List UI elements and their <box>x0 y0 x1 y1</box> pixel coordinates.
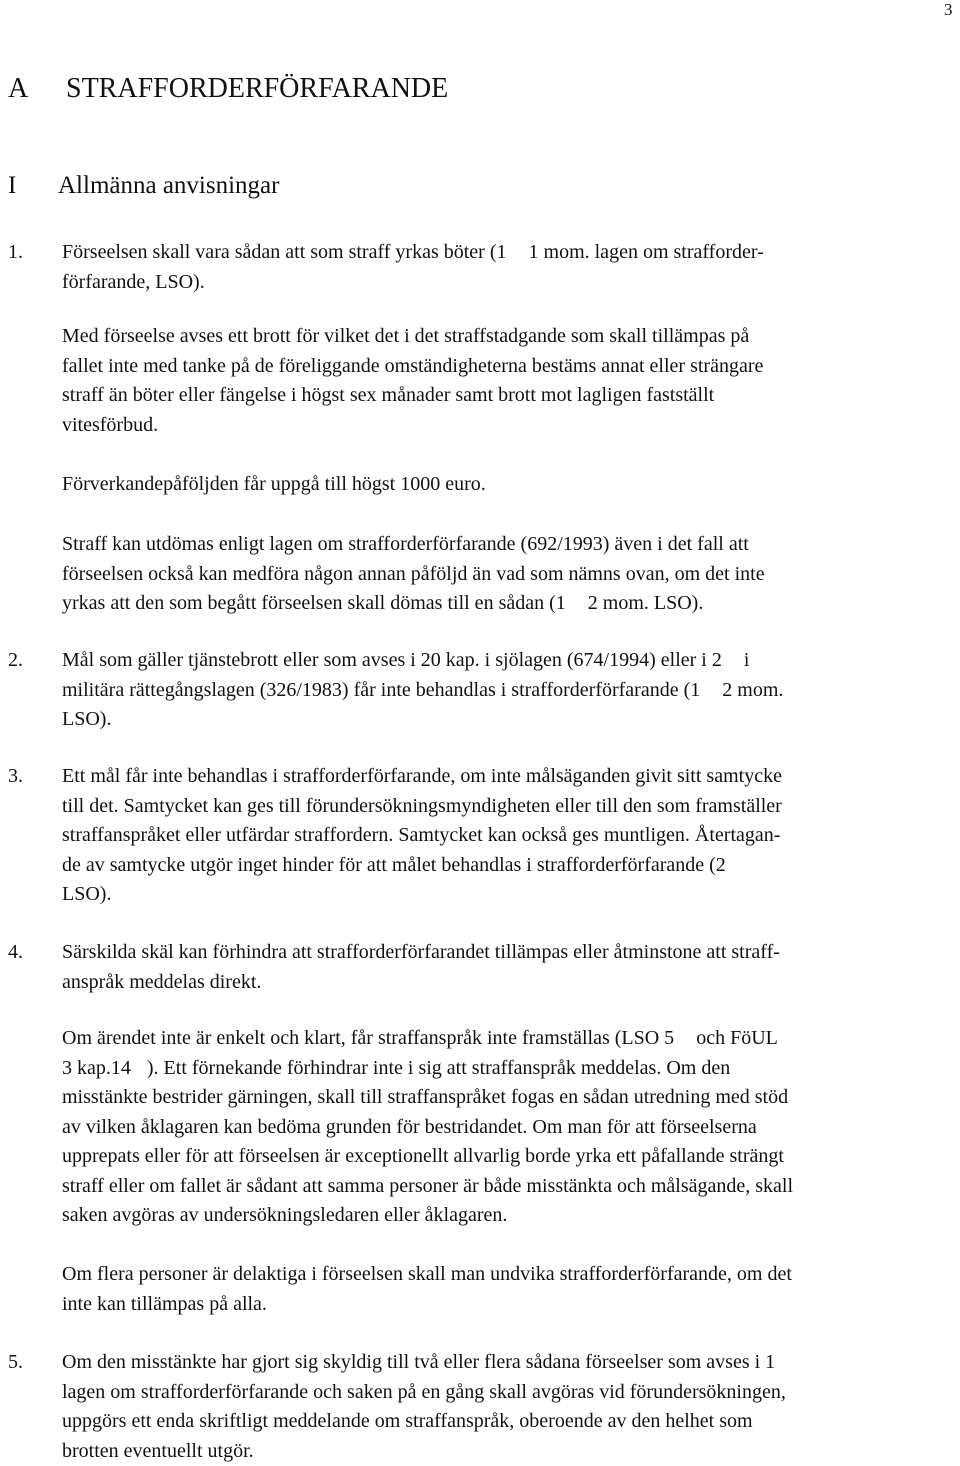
text-segment: 2 mom. <box>722 679 783 701</box>
text-segment: 2 mom. LSO). <box>588 592 704 614</box>
heading-main <box>8 72 448 106</box>
item-number-3: 3. <box>8 762 23 792</box>
text-line: LSO). <box>62 880 954 910</box>
text-segment: och FöUL <box>696 1027 778 1049</box>
item-number-4: 4. <box>8 938 23 968</box>
text-line: förseelsen också kan medföra någon annan påföljd än vad som nämns ovan, om det inte <box>62 560 954 590</box>
text-segment: i <box>744 649 750 671</box>
text-line: straff än böter eller fängelse i högst sex månader samt brott mot lagligen fastställt <box>62 381 954 411</box>
text-line: förfarande, LSO). <box>62 268 954 298</box>
heading-sub-title: Allmänna anvisningar <box>58 172 279 199</box>
item-1-paragraph-2 <box>62 322 954 440</box>
text-line: straff eller om fallet är sådant att samma personer är både misstänkta och målsägande, skall <box>62 1172 954 1202</box>
text-line: uppgörs ett enda skriftligt meddelande om straffanspråk, oberoende av den helhet som <box>62 1407 954 1437</box>
text-segment: 1 mom. lagen om strafforder- <box>529 241 764 263</box>
text-line: Med förseelse avses ett brott för vilket det i det straffstadgande som skall tillämpas på <box>62 322 954 352</box>
item-number-1: 1. <box>8 238 23 268</box>
text-line: av vilken åklagaren kan bedöma grunden för bestridandet. Om man för att förseelserna <box>62 1113 954 1143</box>
text-line: till det. Samtycket kan ges till förundersökningsmyndigheten eller till den som framställer <box>62 792 954 822</box>
item-4-paragraph-3 <box>62 1260 954 1319</box>
text-line: Straff kan utdömas enligt lagen om strafforderförfarande (692/1993) även i det fall att <box>62 530 954 560</box>
text-segment: Om ärendet inte är enkelt och klart, får straffanspråk inte framställas (LSO 5 <box>62 1027 674 1049</box>
item-1-paragraph-1 <box>62 238 954 297</box>
text-line: misstänkte bestrider gärningen, skall till straffanspråket fogas en sådan utredning med stöd <box>62 1083 954 1113</box>
page-number: 3 <box>944 0 953 20</box>
text-line: lagen om strafforderförfarande och saken på en gång skall avgöras vid förundersökningen, <box>62 1378 954 1408</box>
item-3-paragraph-1 <box>62 762 954 910</box>
text-segment: ). Ett förnekande förhindrar inte i sig att straffanspråk meddelas. Om den <box>147 1057 730 1079</box>
item-1-paragraph-4 <box>62 530 954 619</box>
heading-sub-number: I <box>8 170 58 202</box>
text-line: inte kan tillämpas på alla. <box>62 1290 954 1320</box>
text-line: Förverkandepåföljden får uppgå till högst 1000 euro. <box>62 470 954 500</box>
text-line: straffanspråket eller utfärdar straffordern. Samtycket kan också ges muntligen. Återtagan- <box>62 821 954 851</box>
item-1-paragraph-3 <box>62 470 954 500</box>
text-line: Om flera personer är delaktiga i förseelsen skall man undvika strafforderförfarande, om det <box>62 1260 954 1290</box>
item-2-paragraph-1 <box>62 646 954 735</box>
item-4-paragraph-1 <box>62 938 954 997</box>
item-5-paragraph-1 <box>62 1348 954 1466</box>
item-4-paragraph-2 <box>62 1024 954 1231</box>
text-segment: Mål som gäller tjänstebrott eller som avses i 20 kap. i sjölagen (674/1994) eller i 2 <box>62 649 722 671</box>
text-line: Ett mål får inte behandlas i strafforderförfarande, om inte målsäganden givit sitt samtycke <box>62 762 954 792</box>
item-number-5: 5. <box>8 1348 23 1378</box>
text-line: anspråk meddelas direkt. <box>62 968 954 998</box>
text-segment: militära rättegångslagen (326/1983) får inte behandlas i strafforderförfarande (1 <box>62 679 700 701</box>
text-segment: yrkas att den som begått förseelsen skall dömas till en sådan (1 <box>62 592 566 614</box>
text-line: upprepats eller för att förseelsen är exceptionellt allvarlig borde yrka ett påfallande strängt <box>62 1142 954 1172</box>
text-line: LSO). <box>62 705 954 735</box>
heading-main-title: STRAFFORDERFÖRFARANDE <box>66 73 448 104</box>
heading-sub <box>8 170 279 202</box>
item-number-2: 2. <box>8 646 23 676</box>
text-line: Om den misstänkte har gjort sig skyldig till två eller flera sådana förseelser som avses i 1 <box>62 1348 954 1378</box>
heading-main-number: A <box>8 72 66 106</box>
text-segment: 3 kap.14 <box>62 1057 131 1079</box>
text-line: fallet inte med tanke på de föreliggande omständigheterna bestäms annat eller strängare <box>62 352 954 382</box>
text-segment: de av samtycke utgör inget hinder för att målet behandlas i strafforderförfarande (2 <box>62 854 726 876</box>
text-segment: Förseelsen skall vara sådan att som straff yrkas böter (1 <box>62 241 507 263</box>
text-line: vitesförbud. <box>62 411 954 441</box>
text-line: brotten eventuellt utgör. <box>62 1437 954 1466</box>
text-line: Särskilda skäl kan förhindra att strafforderförfarandet tillämpas eller åtminstone att straff- <box>62 938 954 968</box>
text-line: saken avgöras av undersökningsledaren eller åklagaren. <box>62 1201 954 1231</box>
